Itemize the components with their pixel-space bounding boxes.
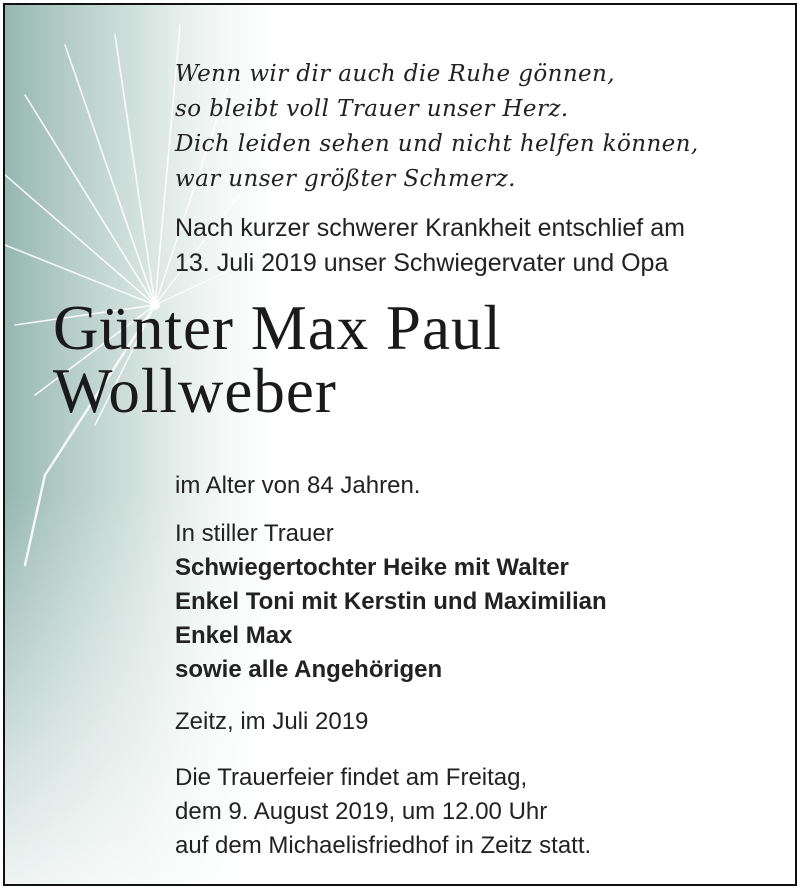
age-line: im Alter von 84 Jahren. <box>175 472 421 499</box>
place-date <box>175 705 368 739</box>
place-date-line: Zeitz, im Juli 2019 <box>175 708 369 735</box>
poem <box>175 57 699 197</box>
mourner-name: sowie alle Angehörigen <box>175 656 443 683</box>
poem-line: Wenn wir dir auch die Ruhe gönnen, <box>175 61 615 87</box>
age-text <box>175 469 420 503</box>
funeral-info <box>175 761 591 863</box>
funeral-line: dem 9. August 2019, um 12.00 Uhr <box>175 798 548 825</box>
deceased-name-line1: Günter Max Paul <box>53 293 502 363</box>
mourner-name: Enkel Max <box>175 622 293 649</box>
death-announcement <box>175 211 685 281</box>
deceased-name-line2: Wollweber <box>53 356 337 426</box>
mourner-name: Schwiegertochter Heike mit Walter <box>175 554 569 581</box>
funeral-line: auf dem Michaelisfriedhof in Zeitz statt. <box>175 832 592 859</box>
poem-line: so bleibt voll Trauer unser Herz. <box>175 96 569 122</box>
deceased-name <box>53 293 502 426</box>
announcement-line: 13. Juli 2019 unser Schwiegervater und Opa <box>175 249 669 277</box>
announcement-line: Nach kurzer schwerer Krankheit entschlief am <box>175 214 685 242</box>
mourners-list <box>175 517 607 687</box>
mourners-intro: In stiller Trauer <box>175 520 334 547</box>
funeral-line: Die Trauerfeier findet am Freitag, <box>175 764 528 791</box>
obituary-notice <box>3 3 797 886</box>
mourner-name: Enkel Toni mit Kerstin und Maximilian <box>175 588 607 615</box>
poem-line: Dich leiden sehen und nicht helfen können, <box>175 131 699 157</box>
poem-line: war unser größter Schmerz. <box>175 166 516 192</box>
